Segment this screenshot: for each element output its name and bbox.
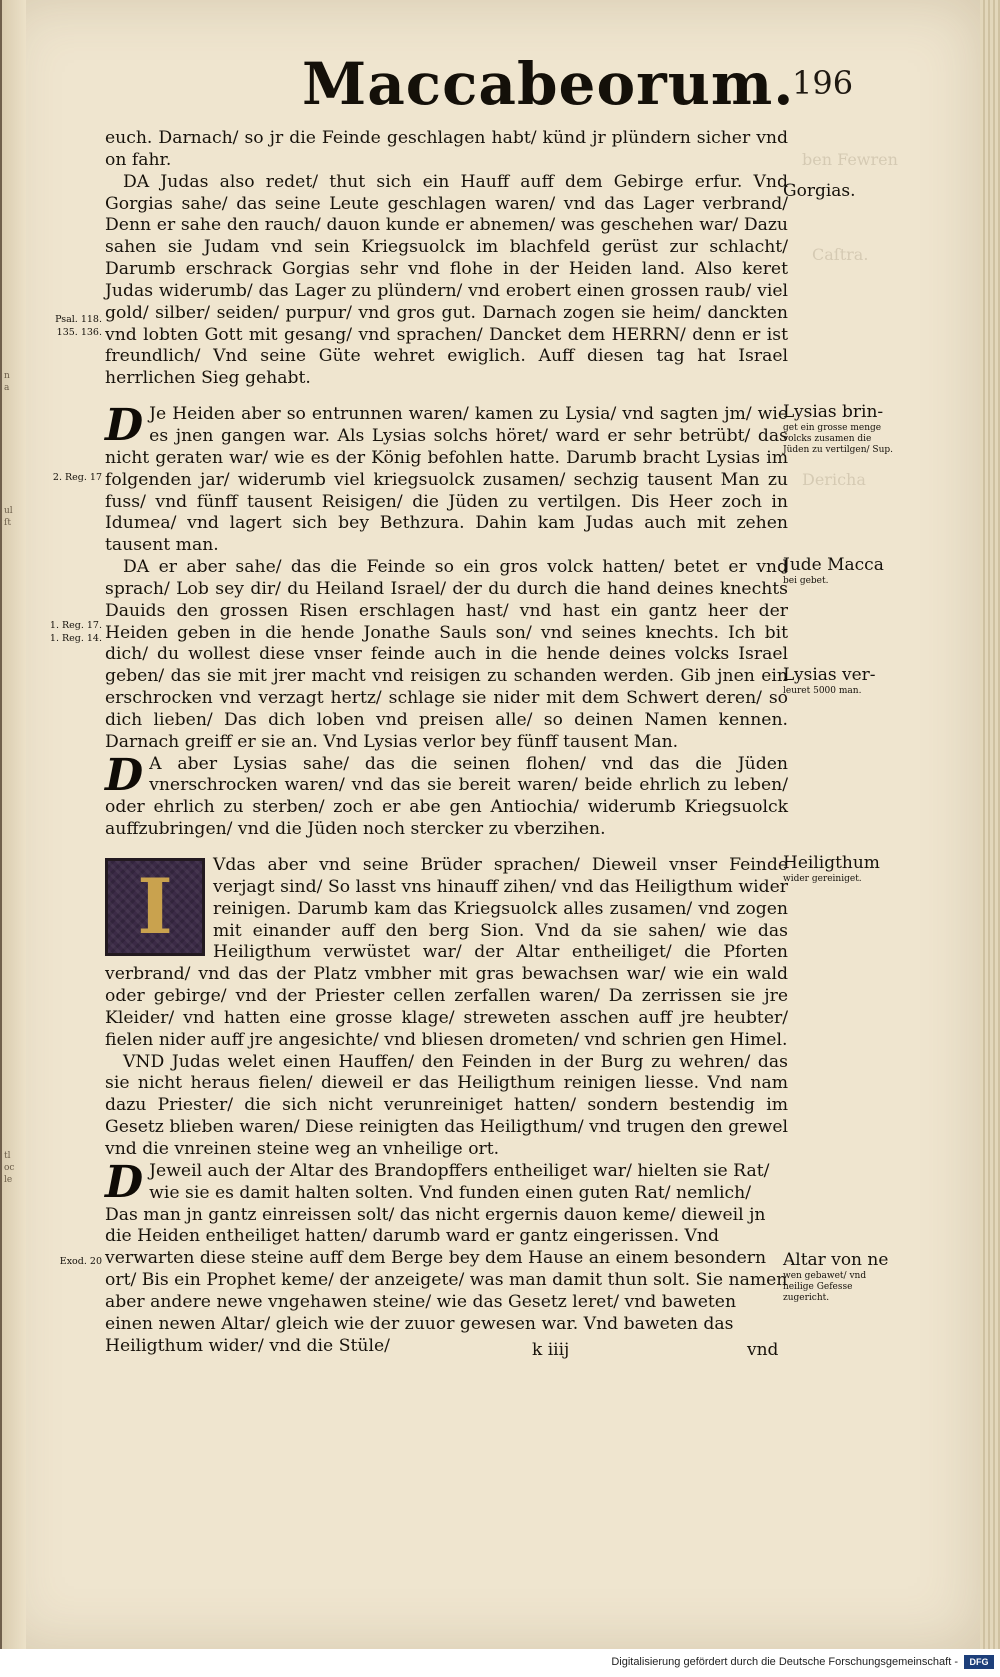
show-through-text: ben Fewren — [802, 150, 898, 169]
margin-note-altar-detail: wen gebawet/ vnd heilige Gefesse zugericht. — [783, 1271, 867, 1303]
margin-note-lysias-detail: get ein grosse menge volcks zusamen die Jüden zu vertilgen/ Sup. — [783, 423, 893, 455]
margin-note-lysias-loss: Lysias ver- — [783, 665, 876, 685]
margin-note-heiligthum-detail: wider gereiniget. — [783, 874, 862, 884]
main-text-column — [105, 128, 788, 1357]
dfg-logo: DFG — [964, 1655, 994, 1669]
digitization-footer — [0, 1649, 1000, 1677]
scripture-reference: Exod. 20 — [59, 1256, 102, 1267]
paragraph-5: D A aber Lysias sahe/ das die seinen flohen/ vnd das die Jüden vnerschrocken waren/ vnd das sie bereit waren/ beide ehrlich zu leben/ oder ehrlich zu sterben/ zoch er abe gen Antiochia/ widerumb Kriegsuolck auffzubringen/ vnd die Jüden noch stercker zu vberzihen. — [105, 749, 788, 840]
initial-letter: D — [105, 1156, 144, 1208]
gutter-shadow — [2, 0, 26, 1649]
scripture-reference: Psal. 118. 135. 136. — [55, 314, 102, 338]
paragraph-3: D Je Heiden aber so entrunnen waren/ kamen zu Lysia/ vnd sagten jm/ wie es jnen gangen war. Als Lysias solchs höret/ ward er sehr betrübt/ das nicht geraten war/ wie es der König befohlen hatte. Darumb bracht Lysias im folgenden jar/ widerumb viel kriegsuolck zusamen/ sechzig tausent Man zu fuss/ vnd fünff tausent Reisigen/ die Jüden zu vertilgen. Dis Heer zoch in Idumea/ vnd lagert sich bey Bethzura. Dahin kam Judas auch mit zehen tausent man. — [105, 400, 788, 556]
bleed-through-mark: tl oc le — [4, 1151, 15, 1185]
paragraph-7: VND Judas welet einen Hauffen/ den Feinden in der Burg zu wehren/ das sie nicht heraus fielen/ dieweil er das Heiligthum reinigen liesse. Vnd nam dazu Priester/ die sich nicht verunreiniget hatten/ sondern bestendig im Gesetz blieben waren/ Diese reinigten das Heiligthum/ vnd trugen den grewel vnd die vnreinen steine weg an vnheilige ort. — [105, 1051, 788, 1159]
margin-note-altar: Altar von ne — [783, 1250, 889, 1270]
show-through-text: Dericha — [802, 470, 866, 489]
margin-note-jude-macca: Jude Macca — [783, 555, 884, 575]
margin-note-gorgias: Gorgias. — [783, 181, 856, 201]
initial-letter: D — [105, 749, 144, 801]
folio-number: 196 — [792, 64, 854, 102]
paragraph-4: DA er aber sahe/ das die Feinde so ein gros volck hatten/ betet er vnd sprach/ Lob sey dir/ du Heiland Israel/ der du durch die hand deines knechts Dauids den grossen Risen erschlagen hast/ vnd hast ein gantz heer der Heiden geben in die hende Jonathe Sauls son/ vnd seines knechts. Ich bit dich/ du wollest diese vnser feinde auch in die hende deines volcks Israel geben/ das sie mit jrer macht vnd reisigen zu schanden werden. Gib jnen ein erschrocken vnd verzagt hertz/ schlage sie nider mit dem Schwert deren/ so dich lieben/ Das dich loben vnd preisen alle/ so deinen Namen kennen. Darnach greiff er sie an. Vnd Lysias verlor bey fünff tausent Man. — [105, 557, 788, 752]
margin-note-heiligthum: Heiligthum — [783, 853, 880, 873]
page-block-edge — [980, 0, 1000, 1649]
paragraph-1: euch. Darnach/ so jr die Feinde geschlagen habt/ künd jr plündern sicher vnd on fahr. — [105, 128, 788, 170]
initial-letter: D — [105, 400, 144, 452]
paragraph-8: D Jeweil auch der Altar des Brandopffers entheiliget war/ hielten sie Rat/ wie sie es damit halten solten. Vnd funden einen guten Rat/ nemlich/ Das man jn gantz einreissen solt/ das nicht ergernis dauon keme/ dieweil jn die Heiden entheiliget hatten/ darumb ward er gantz eingerissen. Vnd verwarten diese steine auff dem Berge bey dem Hause an einem besondern ort/ Bis ein Prophet keme/ der anzeigete/ was man damit thun solt. Sie namen aber andere newe vngehawen steine/ wie das Gesetz leret/ vnd baweten einen newen Altar/ gleich wie der zuuor gewesen war. Vnd baweten das Heiligthum wider/ vnd die Stüle/ — [105, 1156, 788, 1356]
decorated-initial: I — [105, 858, 205, 956]
bleed-through-mark: n a — [4, 371, 10, 393]
scripture-reference: 2. Reg. 17 — [52, 472, 102, 483]
margin-note-jude-macca-detail: bei gebet. — [783, 576, 829, 586]
show-through-text: Caſtra. — [812, 245, 869, 264]
funding-credit: Digitalisierung gefördert durch die Deutsche Forschungsgemeinschaft - — [611, 1656, 958, 1668]
catchword: vnd — [747, 1340, 779, 1360]
scripture-reference: 1. Reg. 17. 1. Reg. 14. — [49, 620, 102, 644]
book-page — [2, 0, 980, 1649]
bleed-through-mark: ul ſt — [4, 506, 13, 528]
margin-note-lysias-loss-detail: leuret 5000 man. — [783, 686, 862, 696]
margin-note-lysias: Lysias brin- — [783, 402, 884, 422]
signature-mark: k iiij — [532, 1340, 570, 1360]
paragraph-6: I Vdas aber vnd seine Brüder sprachen/ Dieweil vnser Feinde verjagt sind/ So lasst vns hinauff zihen/ vnd das Heiligthum wider reinigen. Darumb kam das Kriegsuolck alles zusamen/ vnd zogen mit einander auff den berg Sion. Vnd da sie sahen/ wie das Heiligthum verwüstet war/ der Altar entheiliget/ die Pforten verbrand/ vnd das der Platz vmbher mit gras bewachsen war/ wie ein wald oder gebirge/ vnd der Priester cellen zerfallen waren/ Da zerrissen sie jre Kleider/ vnd hatten eine grosse klage/ streweten asschen auff jre heubter/ fielen nider auff jre angesichte/ vnd bliesen drometen/ vnd schrien gen Himel. — [105, 855, 788, 1050]
paragraph-2: DA Judas also redet/ thut sich ein Hauff auff dem Gebirge erfur. Vnd Gorgias sahe/ das seine Leute geschlagen waren/ vnd das Lager verbrand/ Denn er sahe den rauch/ dauon kunde er abnemen/ was geschehen war/ Dazu sahen sie Judam vnd sein Kriegsuolck im blachfeld gerüst zur schlacht/ Darumb erschrack Gorgias sehr vnd flohe in der Heiden land. Also keret Judas widerumb/ das Lager zu plündern/ vnd erobert einen grossen raub/ viel gold/ silber/ seiden/ purpur/ vnd gros gut. Darnach zogen sie heim/ danckten vnd lobten Gott mit gesang/ vnd sprachen/ Dancket dem HERRN/ denn er ist freundlich/ Vnd seine Güte wehret ewiglich. Auff diesen tag hat Israel herrlichen Sieg gehabt. — [105, 171, 788, 389]
running-heading: Maccabeorum. — [302, 50, 795, 118]
